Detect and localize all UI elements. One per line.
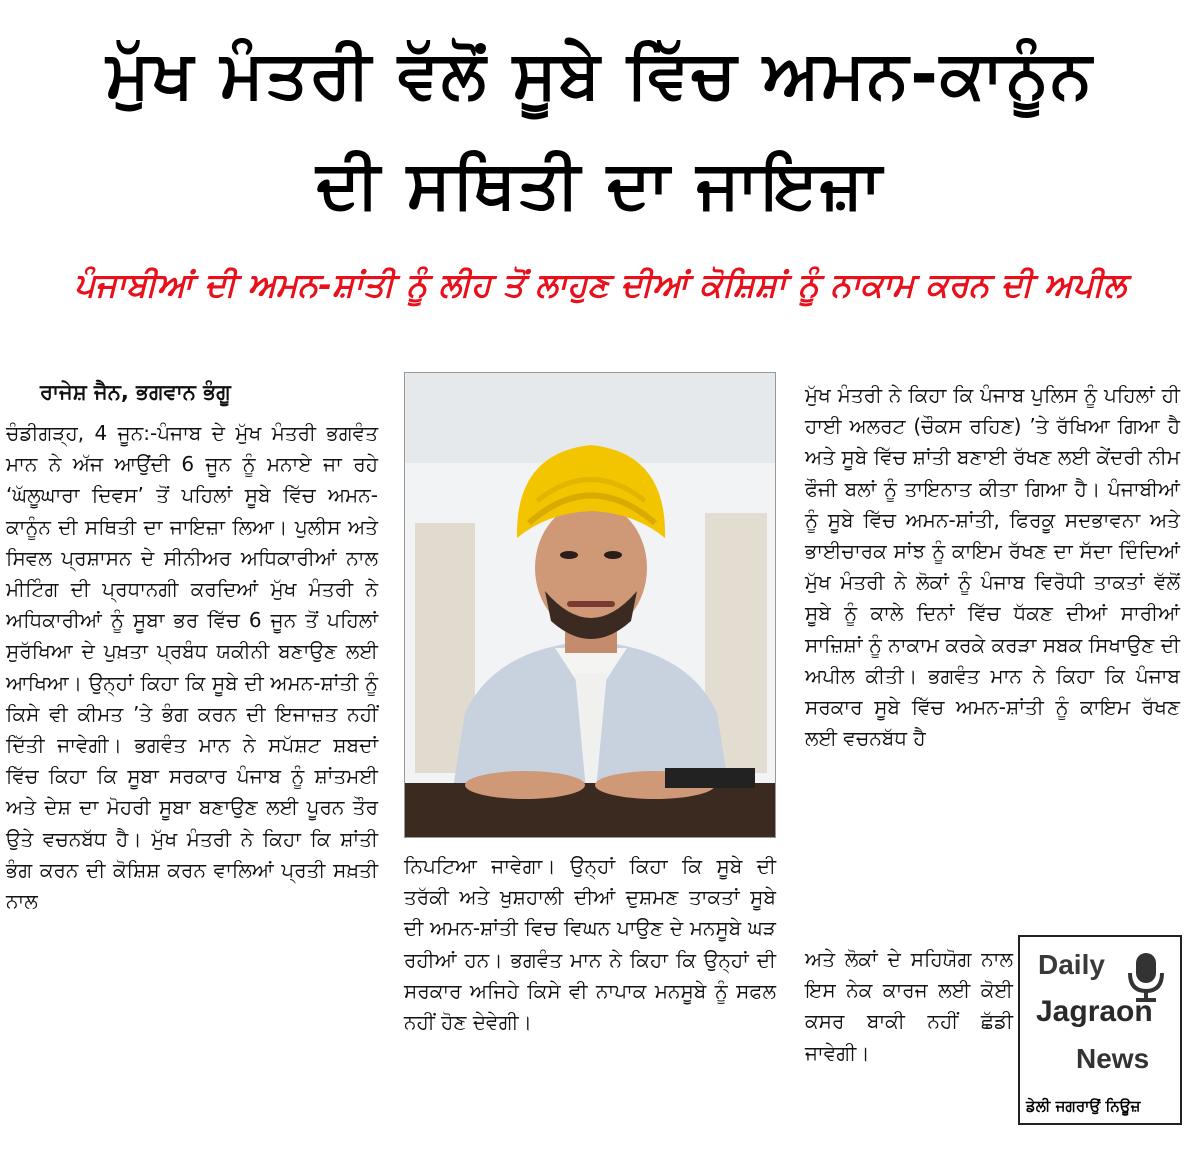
- column-3-end-text: ਅਤੇ ਲੋਕਾਂ ਦੇ ਸਹਿਯੋਗ ਨਾਲ ਇਸ ਨੇਕ ਕਾਰਜ ਲਈ ਕੋਈ ਕਸਰ ਬਾਕੀ ਨਹੀਂ ਛੱਡੀ ਜਾਵੇਗੀ।: [805, 947, 1013, 1065]
- article-column-2: [404, 851, 776, 1038]
- article-column-3: [805, 380, 1180, 754]
- column-1-text: ਚੰਡੀਗੜ੍ਹ, 4 ਜੂਨ:-ਪੰਜਾਬ ਦੇ ਮੁੱਖ ਮੰਤਰੀ ਭਗਵੰਤ ਮਾਨ ਨੇ ਅੱਜ ਆਉਂਦੀ 6 ਜੂਨ ਨੂੰ ਮਨਾਏ ਜਾ ਰਹੇ ‘ਘੱਲੂਘਾਰਾ ਦਿਵਸ’ ਤੋਂ ਪਹਿਲਾਂ ਸੂਬੇ ਵਿੱਚ ਅਮਨ-ਕਾਨੂੰਨ ਦੀ ਸਥਿਤੀ ਦਾ ਜਾਇਜ਼ਾ ਲਿਆ। ਪੁਲੀਸ ਅਤੇ ਸਿਵਲ ਪ੍ਰਸ਼ਾਸਨ ਦੇ ਸੀਨੀਅਰ ਅਧਿਕਾਰੀਆਂ ਨਾਲ ਮੀਟਿੰਗ ਦੀ ਪ੍ਰਧਾਨਗੀ ਕਰਦਿਆਂ ਮੁੱਖ ਮੰਤਰੀ ਨੇ ਅਧਿਕਾਰੀਆਂ ਨੂੰ ਸੂਬਾ ਭਰ ਵਿੱਚ 6 ਜੂਨ ਤੋਂ ਪਹਿਲਾਂ ਸੁਰੱਖਿਆ ਦੇ ਪੁਖ਼ਤਾ ਪ੍ਰਬੰਧ ਯਕੀਨੀ ਬਣਾਉਣ ਲਈ ਆਖਿਆ। ਉਨ੍ਹਾਂ ਕਿਹਾ ਕਿ ਸੂਬੇ ਦੀ ਅਮਨ-ਸ਼ਾਂਤੀ ਨੂੰ ਕਿਸੇ ਵੀ ਕੀਮਤ ’ਤੇ ਭੰਗ ਕਰਨ ਦੀ ਇਜਾਜ਼ਤ ਨਹੀਂ ਦਿੱਤੀ ਜਾਵੇਗੀ। ਭਗਵੰਤ ਮਾਨ ਨੇ ਸਪੱਸ਼ਟ ਸ਼ਬਦਾਂ ਵਿੱਚ ਕਿਹਾ ਕਿ ਸੂਬਾ ਸਰਕਾਰ ਪੰਜਾਬ ਨੂੰ ਸ਼ਾਂਤਮਈ ਅਤੇ ਦੇਸ਼ ਦਾ ਮੋਹਰੀ ਸੂਬਾ ਬਣਾਉਣ ਲਈ ਪੂਰਨ ਤੌਰ ਉਤੇ ਵਚਨਬੱਧ ਹੈ। ਮੁੱਖ ਮੰਤਰੀ ਨੇ ਕਿਹਾ ਕਿ ਸ਼ਾਂਤੀ ਭੰਗ ਕਰਨ ਦੀ ਕੋਸ਼ਿਸ਼ ਕਰਨ ਵਾਲਿਆਂ ਪ੍ਰਤੀ ਸਖ਼ਤੀ ਨਾਲ: [6, 421, 378, 914]
- chief-minister-photo: [404, 372, 776, 838]
- subheadline: ਪੰਜਾਬੀਆਂ ਦੀ ਅਮਨ-ਸ਼ਾਂਤੀ ਨੂੰ ਲੀਹ ਤੋਂ ਲਾਹੁਣ ਦੀਆਂ ਕੋਸ਼ਿਸ਼ਾਂ ਨੂੰ ਨਾਕਾਮ ਕਰਨ ਦੀ ਅਪੀਲ: [74, 265, 1126, 304]
- byline: ਰਾਜੇਸ਼ ਜੈਨ, ਭਗਵਾਨ ਭੰਗੂ: [40, 380, 231, 404]
- headline-line-1: ਮੁੱਖ ਮੰਤਰੀ ਵੱਲੋਂ ਸੂਬੇ ਵਿੱਚ ਅਮਨ-ਕਾਨੂੰਨ: [106, 36, 1094, 113]
- daily-jagraon-news-logo: [1018, 935, 1182, 1125]
- column-2-text: ਨਿਪਟਿਆ ਜਾਵੇਗਾ। ਉਨ੍ਹਾਂ ਕਿਹਾ ਕਿ ਸੂਬੇ ਦੀ ਤਰੱਕੀ ਅਤੇ ਖੁਸ਼ਹਾਲੀ ਦੀਆਂ ਦੁਸ਼ਮਣ ਤਾਕਤਾਂ ਸੂਬੇ ਦੀ ਅਮਨ-ਸ਼ਾਂਤੀ ਵਿਚ ਵਿਘਨ ਪਾਉਣ ਦੇ ਮਨਸੂਬੇ ਘੜ ਰਹੀਆਂ ਹਨ। ਭਗਵੰਤ ਮਾਨ ਨੇ ਕਿਹਾ ਕਿ ਉਨ੍ਹਾਂ ਦੀ ਸਰਕਾਰ ਅਜਿਹੇ ਕਿਸੇ ਵੀ ਨਾਪਾਕ ਮਨਸੂਬੇ ਨੂੰ ਸਫਲ ਨਹੀਂ ਹੋਣ ਦੇਵੇਗੀ।: [404, 854, 776, 1035]
- column-3-text: ਮੁੱਖ ਮੰਤਰੀ ਨੇ ਕਿਹਾ ਕਿ ਪੰਜਾਬ ਪੁਲਿਸ ਨੂੰ ਪਹਿਲਾਂ ਹੀ ਹਾਈ ਅਲਰਟ (ਚੌਕਸ ਰਹਿਣ) ’ਤੇ ਰੱਖਿਆ ਗਿਆ ਹੈ ਅਤੇ ਸੂਬੇ ਵਿੱਚ ਸ਼ਾਂਤੀ ਬਣਾਈ ਰੱਖਣ ਲਈ ਕੇਂਦਰੀ ਨੀਮ ਫੌਜੀ ਬਲਾਂ ਨੂੰ ਤਾਇਨਾਤ ਕੀਤਾ ਗਿਆ ਹੈ। ਪੰਜਾਬੀਆਂ ਨੂੰ ਸੂਬੇ ਵਿੱਚ ਅਮਨ-ਸ਼ਾਂਤੀ, ਫਿਰਕੂ ਸਦਭਾਵਨਾ ਅਤੇ ਭਾਈਚਾਰਕ ਸਾਂਝ ਨੂੰ ਕਾਇਮ ਰੱਖਣ ਦਾ ਸੱਦਾ ਦਿੰਦਿਆਂ ਮੁੱਖ ਮੰਤਰੀ ਨੇ ਲੋਕਾਂ ਨੂੰ ਪੰਜਾਬ ਵਿਰੋਧੀ ਤਾਕਤਾਂ ਵੱਲੋਂ ਸੂਬੇ ਨੂੰ ਕਾਲੇ ਦਿਨਾਂ ਵਿੱਚ ਧੱਕਣ ਦੀਆਂ ਸਾਰੀਆਂ ਸਾਜ਼ਿਸ਼ਾਂ ਨੂੰ ਨਾਕਾਮ ਕਰਕੇ ਕਰੜਾ ਸਬਕ ਸਿਖਾਉਣ ਦੀ ਅਪੀਲ ਕੀਤੀ। ਭਗਵੰਤ ਮਾਨ ਨੇ ਕਿਹਾ ਕਿ ਪੰਜਾਬ ਸਰਕਾਰ ਸੂਬੇ ਵਿੱਚ ਅਮਨ-ਸ਼ਾਂਤੀ ਨੂੰ ਕਾਇਮ ਰੱਖਣ ਲਈ ਵਚਨਬੱਧ ਹੈ: [805, 383, 1180, 751]
- article-column-1: [6, 418, 378, 917]
- logo-word-jagraon: Jagraon: [1036, 995, 1153, 1028]
- logo-caption: ਡੇਲੀ ਜਗਰਾਉਂ ਨਿਊਜ਼: [1026, 1097, 1141, 1115]
- portrait-illustration: [405, 373, 776, 838]
- headline-line-2: ਦੀ ਸਥਿਤੀ ਦਾ ਜਾਇਜ਼ਾ: [316, 146, 884, 223]
- article-column-3-end: [805, 944, 1013, 1069]
- logo-word-daily: Daily: [1038, 949, 1105, 980]
- logo-word-news: News: [1076, 1043, 1150, 1074]
